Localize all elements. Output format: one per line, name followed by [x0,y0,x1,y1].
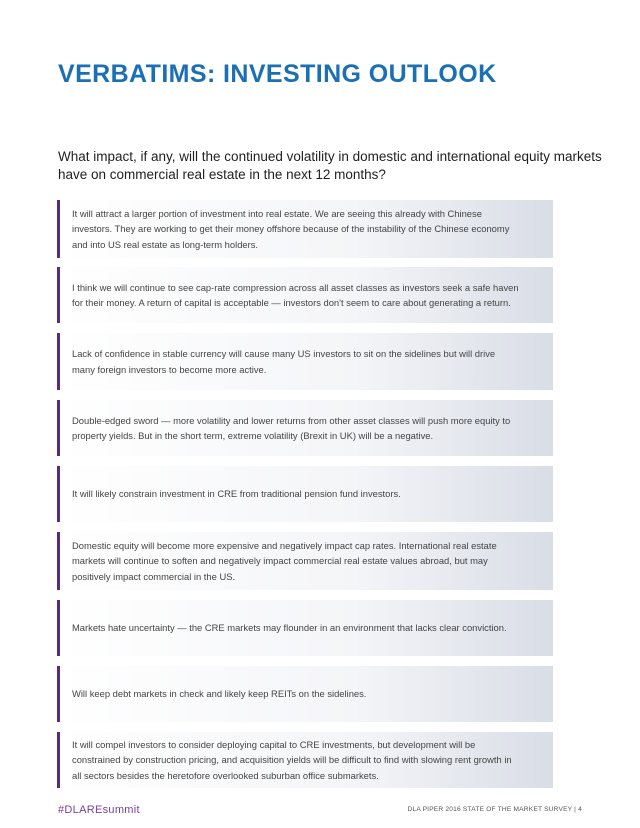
verbatim-quote-text: Will keep debt markets in check and likely keep REITs on the sidelines. [72,688,367,700]
verbatim-quote-text: It will compel investors to consider deploying capital to CRE investments, but development will be constrained by construction pricing, and acquisition yields will be difficult to find with slowing rent growth in all sectors besides the heretofore overlooked suburban office submarkets. [72,738,512,781]
verbatim-quote [57,600,553,656]
verbatim-quote [57,333,553,390]
verbatim-quote [57,400,553,456]
verbatim-quote [57,267,553,323]
verbatim-quote-text: Domestic equity will become more expensive and negatively impact cap rates. International real estate markets will continue to soften and negatively impact commercial real estate values abroad, but may positively impact commercial in the US. [72,539,497,582]
verbatim-quote [57,200,553,258]
verbatim-quote-text: I think we will continue to see cap-rate compression across all asset classes as investors seek a safe haven for their money. A return of capital is acceptable — investors don't seem to care about generating a return. [72,281,519,308]
verbatim-quote-text: Lack of confidence in stable currency will cause many US investors to sit on the sidelines but will drive many foreign investors to become more active. [72,348,496,375]
verbatim-quote [57,532,553,590]
verbatim-quote [57,732,553,788]
verbatim-quote-text: It will attract a larger portion of investment into real estate. We are seeing this already with Chinese investors. They are working to get their money offshore because of the instability of the Chinese economy and into US real estate as long-term holders. [72,207,510,250]
survey-question: What impact, if any, will the continued volatility in domestic and international equity markets have on commercial real estate in the next 12 months? [58,149,602,182]
verbatim-quote [57,466,553,522]
verbatim-quote-text: Double-edged sword — more volatility and lower returns from other asset classes will push more equity to property yields. But in the short term, extreme volatility (Brexit in UK) will be a negative. [72,414,511,441]
verbatim-quote-text: Markets hate uncertainty — the CRE markets may flounder in an environment that lacks clear conviction. [72,622,507,634]
verbatim-quote-text: It will likely constrain investment in CRE from traditional pension fund investors. [72,488,401,500]
verbatim-quote [57,666,553,722]
page-title: VERBATIMS: INVESTING OUTLOOK [58,60,497,88]
footer-source: DLA PIPER 2016 STATE OF THE MARKET SURVEY | 4 [407,806,582,813]
footer-hashtag: #DLAREsummit [58,804,140,816]
